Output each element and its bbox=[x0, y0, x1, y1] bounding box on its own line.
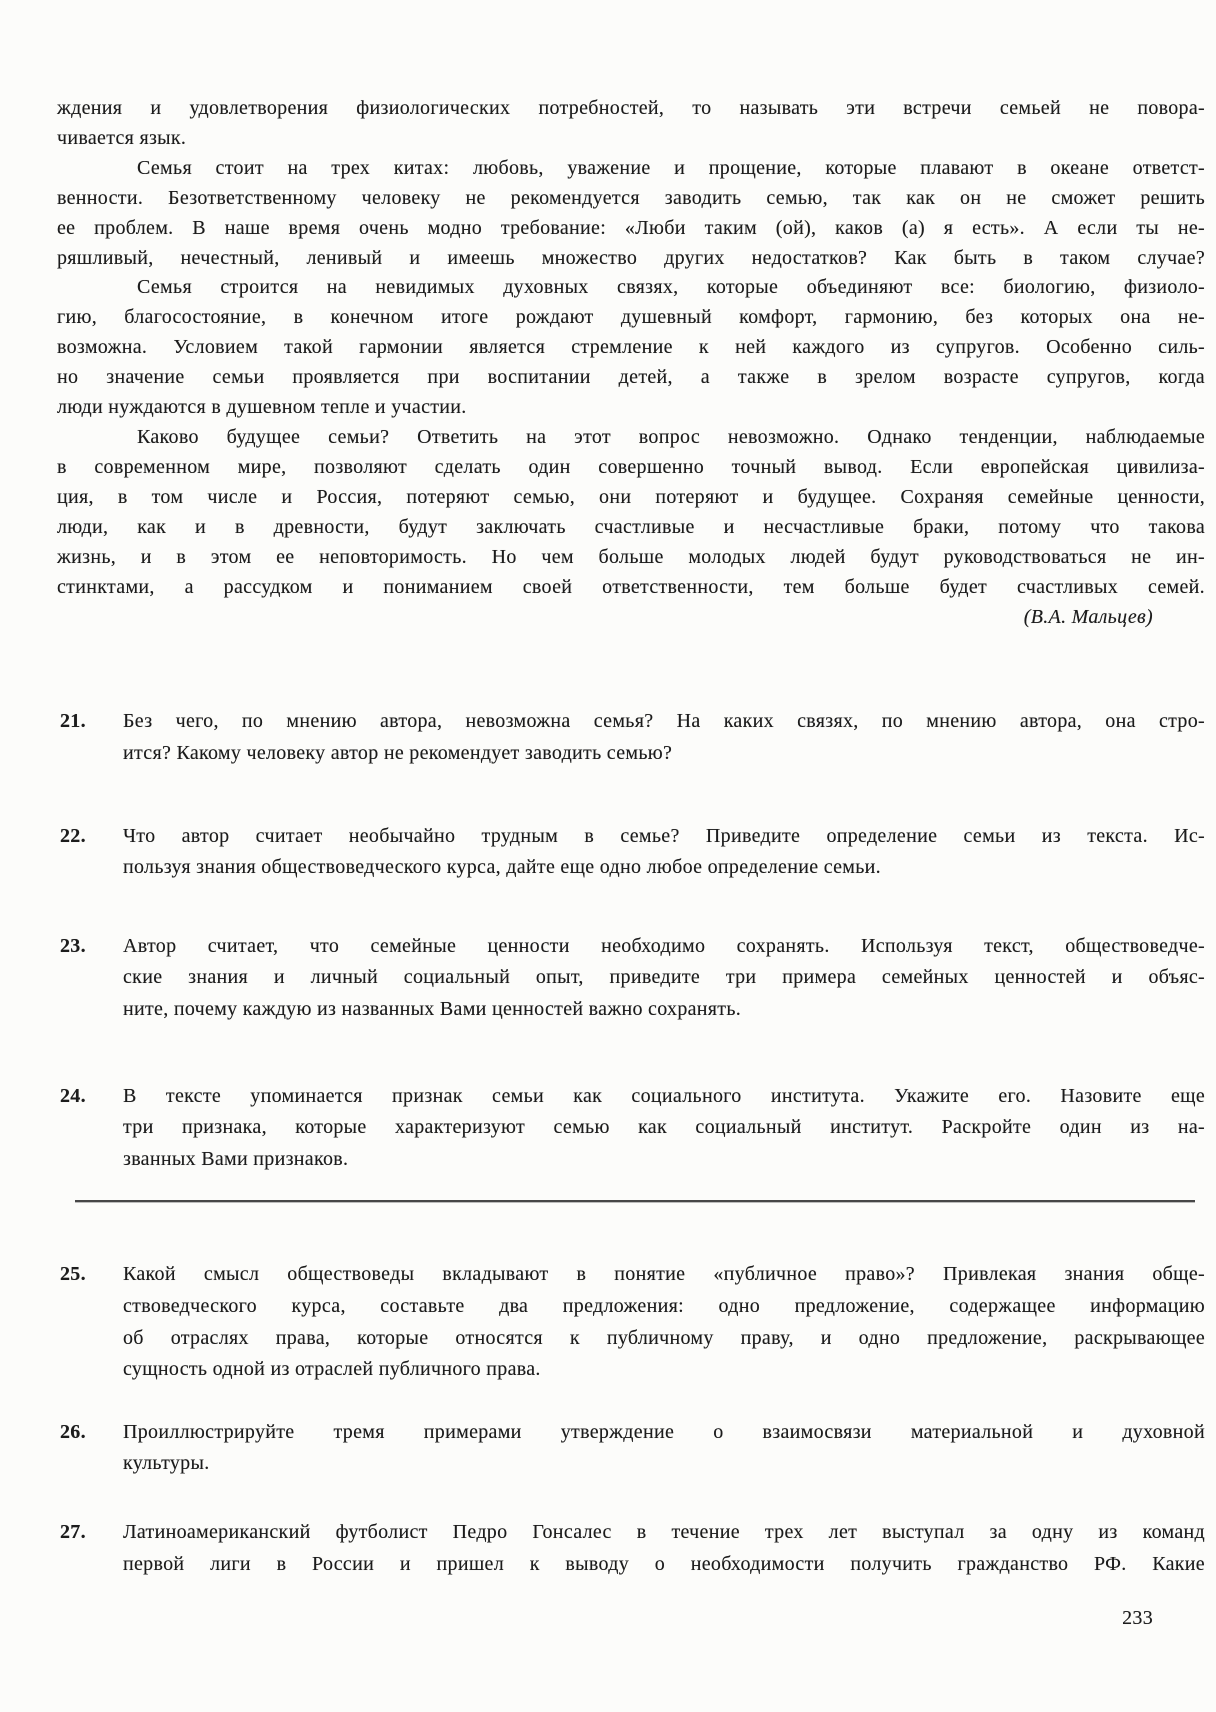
question-number: 25. bbox=[60, 1263, 86, 1286]
text-line: стинктами, а рассудком и пониманием своей ответственности, тем больше будет счастливых семей. bbox=[57, 575, 1205, 598]
text-line: пользуя знания обществоведческого курса, дайте еще одно любое определение семьи. bbox=[123, 856, 881, 879]
question-item bbox=[57, 706, 1205, 769]
question-number: 27. bbox=[60, 1520, 86, 1543]
text-line: ствоведческого курса, составьте два предложения: одно предложение, содержащее информацию bbox=[123, 1294, 1205, 1317]
reading-paragraph bbox=[57, 273, 1205, 423]
text-line: ждения и удовлетворения физиологических потребностей, то называть эти встречи семьей не повора- bbox=[57, 97, 1205, 119]
text-line: ряшливый, нечестный, ленивый и имеешь множество других недостатков? Как быть в таком случае? bbox=[57, 246, 1205, 269]
text-line: чивается язык. bbox=[57, 126, 187, 149]
text-attribution: (В.А. Мальцев) bbox=[1023, 606, 1153, 629]
text-line: Семья стоит на трех китах: любовь, уважение и прощение, которые плавают в океане ответст- bbox=[137, 156, 1205, 179]
section-divider-line bbox=[75, 1200, 1195, 1202]
text-line: но значение семьи проявляется при воспитании детей, а также в зрелом возрасте супругов, когда bbox=[57, 366, 1205, 389]
question-number: 21. bbox=[60, 710, 86, 733]
reading-text-section bbox=[57, 94, 1205, 602]
text-line: званных Вами признаков. bbox=[123, 1147, 349, 1170]
text-line: ция, в том числе и Россия, потеряют семью, они потеряют и будущее. Сохраняя семейные ценности, bbox=[57, 485, 1205, 508]
question-number: 22. bbox=[60, 824, 86, 847]
text-line: В тексте упоминается признак семьи как социального института. Укажите его. Назовите еще bbox=[123, 1084, 1205, 1107]
text-line: Латиноамериканский футболист Педро Гонсалес в течение трех лет выступал за одну из команд bbox=[123, 1520, 1205, 1543]
question-item bbox=[57, 931, 1205, 1026]
page-number: 233 bbox=[1122, 1607, 1153, 1630]
text-line: жизнь, и в этом ее неповторимость. Но чем больше молодых людей будут руководствоваться не ин- bbox=[57, 545, 1205, 568]
text-line: сущность одной из отраслей публичного права. bbox=[123, 1358, 541, 1381]
reading-paragraph bbox=[57, 94, 1205, 154]
question-text bbox=[123, 1417, 1205, 1480]
text-line: Какой смысл обществоведы вкладывают в понятие «публичное право»? Привлекая знания обще- bbox=[123, 1263, 1205, 1286]
question-number: 24. bbox=[60, 1084, 86, 1107]
question-text bbox=[123, 821, 1205, 884]
text-line: три признака, которые характеризуют семью как социальный институт. Раскройте один из на- bbox=[123, 1116, 1205, 1139]
text-line: ните, почему каждую из названных Вами ценностей важно сохранять. bbox=[123, 997, 742, 1020]
question-text bbox=[123, 1259, 1205, 1385]
text-line: ее проблем. В наше время очень модно требование: «Люби таким (ой), каков (а) я есть». А если ты не- bbox=[57, 216, 1205, 239]
question-number: 26. bbox=[60, 1420, 86, 1443]
text-line: культуры. bbox=[123, 1452, 210, 1475]
text-line: Проиллюстрируйте тремя примерами утверждение о взаимосвязи материальной и духовной bbox=[123, 1420, 1205, 1443]
text-line: Автор считает, что семейные ценности необходимо сохранять. Используя текст, обществоведче- bbox=[123, 934, 1205, 957]
question-text bbox=[123, 706, 1205, 769]
text-line: Семья строится на невидимых духовных связях, которые объединяют все: биологию, физиоло- bbox=[137, 276, 1205, 299]
question-item bbox=[57, 1417, 1205, 1480]
text-line: первой лиги в России и пришел к выводу о необходимости получить гражданство РФ. Какие bbox=[123, 1552, 1205, 1575]
question-text bbox=[123, 1517, 1205, 1580]
question-text bbox=[123, 1081, 1205, 1176]
question-item bbox=[57, 1259, 1205, 1385]
question-number: 23. bbox=[60, 934, 86, 957]
text-line: люди, как и в древности, будут заключать счастливые и несчастливые браки, потому что такова bbox=[57, 515, 1205, 538]
question-text bbox=[123, 931, 1205, 1026]
text-line: ские знания и личный социальный опыт, приведите три примера семейных ценностей и объяс- bbox=[123, 966, 1205, 989]
text-line: Каково будущее семьи? Ответить на этот вопрос невозможно. Однако тенденции, наблюдаемые bbox=[137, 425, 1205, 448]
text-line: Без чего, по мнению автора, невозможна семья? На каких связях, по мнению автора, она стро- bbox=[123, 710, 1205, 733]
text-line: в современном мире, позволяют сделать один совершенно точный вывод. Если европейская цивилиза- bbox=[57, 455, 1205, 478]
question-item bbox=[57, 821, 1205, 884]
question-item bbox=[57, 1517, 1205, 1580]
text-line: гию, благосостояние, в конечном итоге рождают душевный комфорт, гармонию, без которых она не- bbox=[57, 306, 1205, 329]
questions-block-25-27 bbox=[57, 1259, 1205, 1580]
text-line: венности. Безответственному человеку не рекомендуется заводить семью, так как он не сможет решить bbox=[57, 186, 1205, 209]
text-line: ится? Какому человеку автор не рекомендует заводить семью? bbox=[123, 742, 673, 764]
text-line: люди нуждаются в душевном тепле и участии. bbox=[57, 396, 467, 419]
text-line: Что автор считает необычайно трудным в семье? Приведите определение семьи из текста. Ис- bbox=[123, 824, 1205, 847]
question-item bbox=[57, 1081, 1205, 1176]
text-line: возможна. Условием такой гармонии является стремление к ней каждого из супругов. Особенно силь- bbox=[57, 336, 1205, 359]
questions-block-21-24 bbox=[57, 706, 1205, 1175]
reading-paragraph bbox=[57, 154, 1205, 274]
reading-paragraph bbox=[57, 423, 1205, 602]
text-line: об отраслях права, которые относятся к публичному праву, и одно предложение, раскрывающее bbox=[123, 1326, 1205, 1349]
